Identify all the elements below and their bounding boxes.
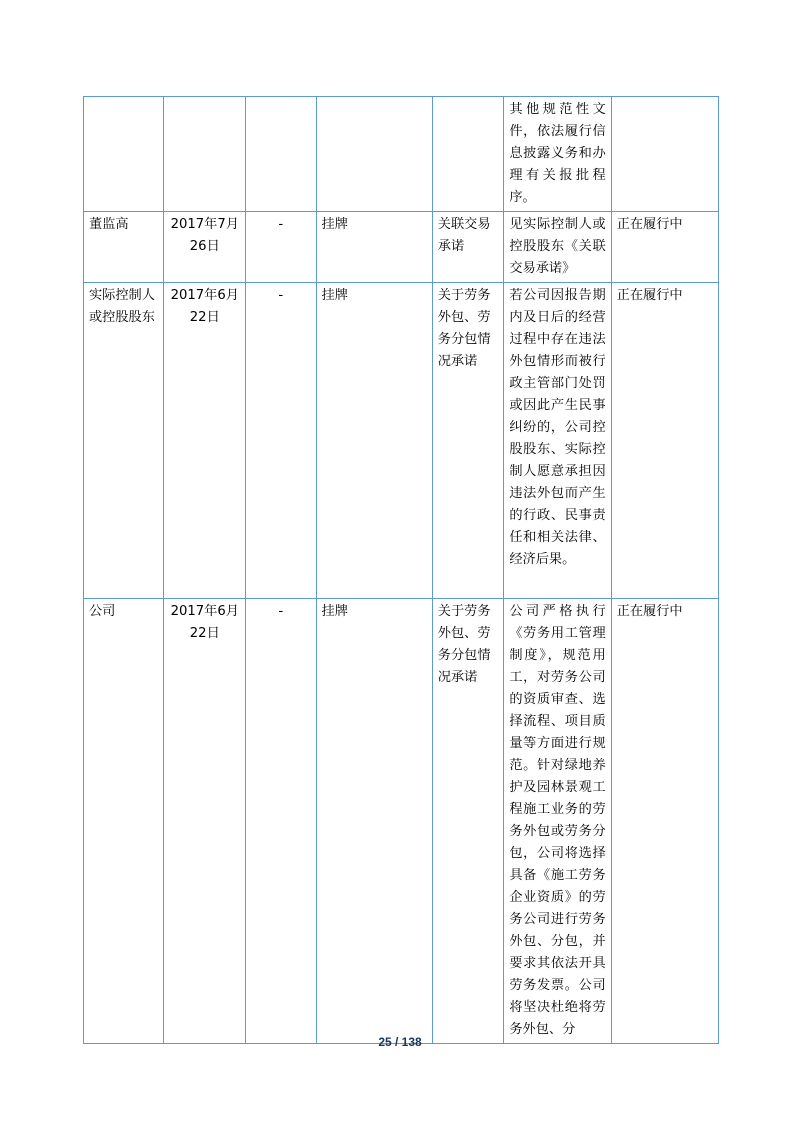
cell-term [246,283,316,599]
cell-term [246,599,316,1044]
cell-status-text: 正在履行中 [616,288,683,303]
cell-date [164,599,246,1044]
cell-party [84,212,164,283]
cell-source [316,599,432,1044]
cell-type [432,97,504,212]
cell-status [611,283,718,599]
cell-content [504,97,611,212]
cell-source [316,283,432,599]
commitment-table [83,96,719,1044]
table-row [84,97,719,212]
cell-party-text: 公司 [89,604,116,619]
cell-date-text: 2017年6月22日 [170,288,239,325]
cell-term-text: - [278,288,284,303]
cell-source [316,212,432,283]
cell-type [432,283,504,599]
cell-term [246,97,316,212]
cell-date-text: 2017年7月26日 [170,217,239,254]
page-number: 25 / 138 [378,1035,422,1049]
cell-status [611,97,718,212]
cell-status-text: 正在履行中 [616,604,683,619]
table-row [84,599,719,1044]
cell-content [504,212,611,283]
cell-term-text: - [278,604,284,619]
cell-source-text: 挂牌 [321,288,348,303]
cell-status [611,599,718,1044]
cell-type [432,212,504,283]
cell-content-text: 若公司因报告期内及日后的经营过程中存在违法外包情形而被行政主管部门处罚或因此产生民事纠纷的，公司控股股东、实际控制人愿意承担因违法外包而产生的行政、民事责任和相关法律、经济后果。 [509,288,606,567]
table-row [84,212,719,283]
cell-date [164,97,246,212]
cell-party [84,599,164,1044]
cell-type-text: 关于劳务外包、劳务分包情况承诺 [437,604,491,685]
cell-date-text: 2017年6月22日 [170,604,239,641]
cell-content [504,599,611,1044]
cell-status [611,212,718,283]
cell-type-text: 关联交易承诺 [437,217,491,254]
cell-date [164,283,246,599]
cell-content [504,283,611,599]
cell-type [432,599,504,1044]
cell-party-text: 实际控制人或控股股东 [89,288,155,325]
cell-status-text: 正在履行中 [616,217,683,232]
table-row [84,283,719,599]
cell-content-text: 公司严格执行《劳务用工管理制度》，规范用工，对劳务公司的资质审查、选择流程、项目质量等方面进行规范。针对绿地养护及园林景观工程施工业务的劳务外包或劳务分包，公司将选择具备《施工劳务企业资质》的劳务公司进行劳务外包、分包，并要求其依法开具劳务发票。公司将坚决杜绝将劳务外包、分 [509,604,606,1037]
cell-term [246,212,316,283]
cell-party [84,283,164,599]
cell-source [316,97,432,212]
cell-content-text: 其他规范性文件，依法履行信息披露义务和办理有关报批程序。 [509,102,606,205]
cell-party [84,97,164,212]
cell-party-text: 董监高 [89,217,129,232]
cell-term-text: - [278,217,284,232]
cell-content-text: 见实际控制人或控股股东《关联交易承诺》 [509,217,606,276]
cell-source-text: 挂牌 [321,217,348,232]
cell-date [164,212,246,283]
cell-type-text: 关于劳务外包、劳务分包情况承诺 [437,288,491,369]
cell-source-text: 挂牌 [321,604,348,619]
